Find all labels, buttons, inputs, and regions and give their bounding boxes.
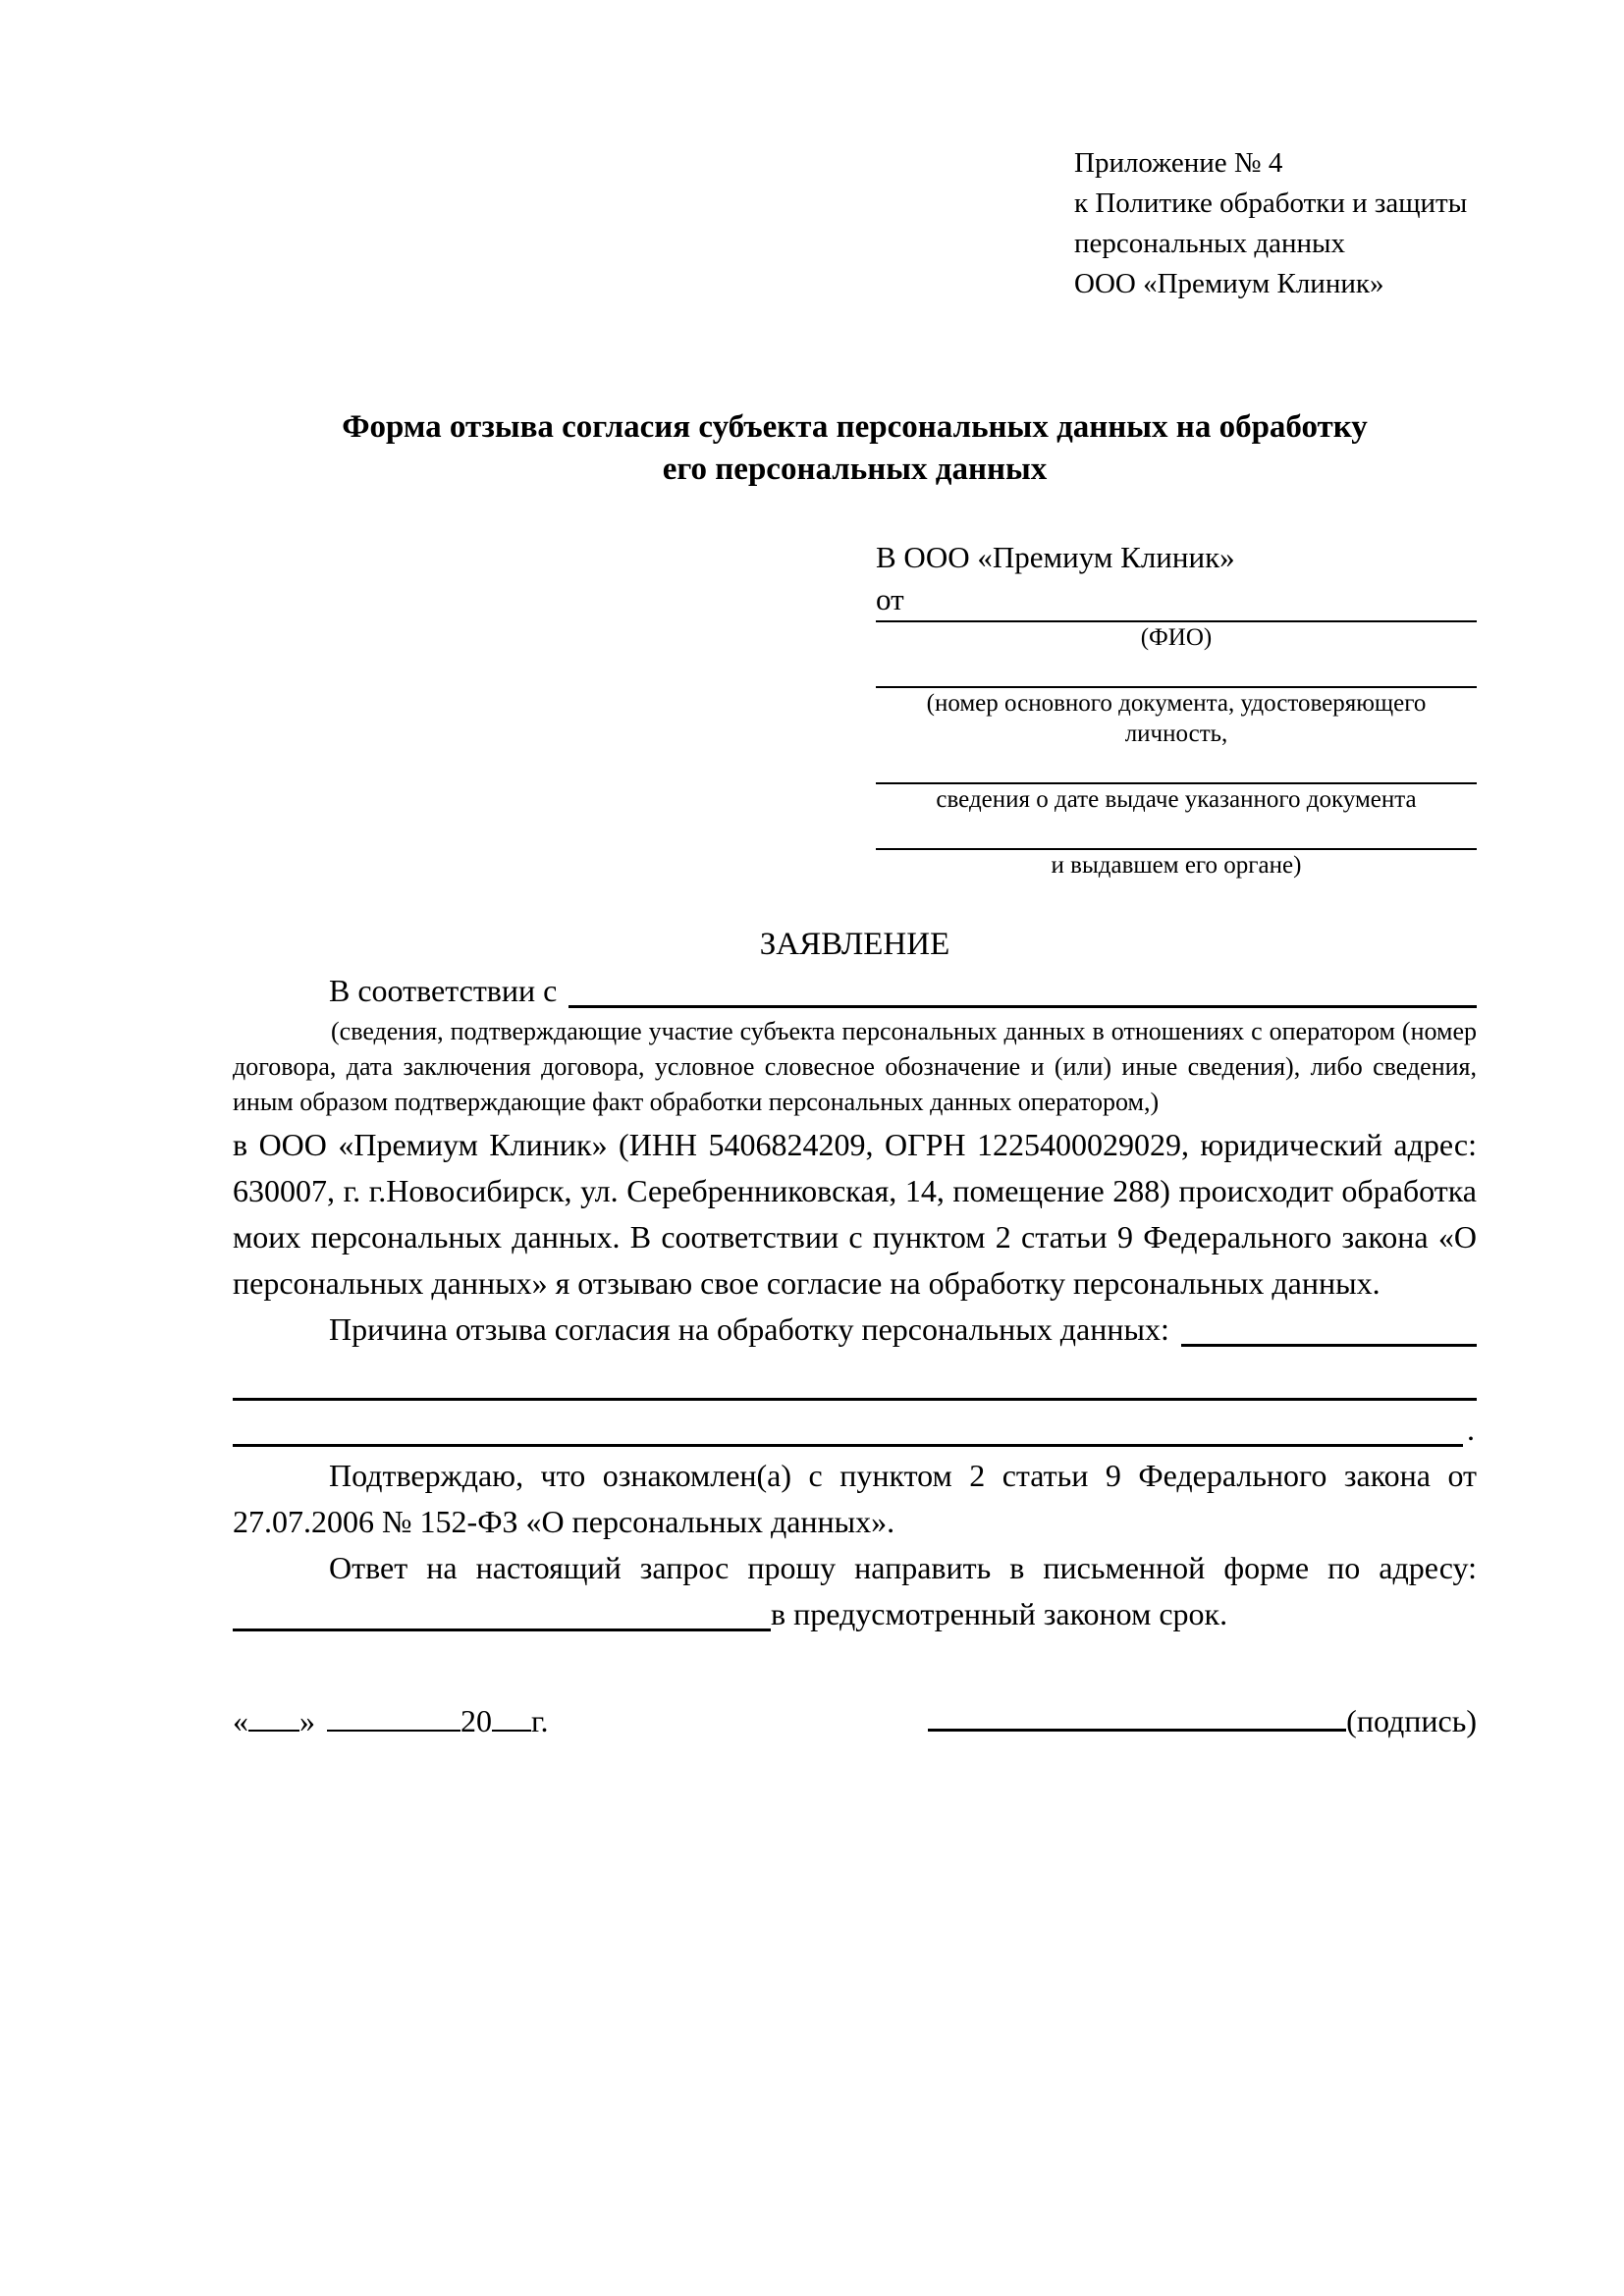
date-month-input-line[interactable]	[327, 1728, 460, 1732]
document-number-caption: (номер основного документа, удостоверяющего личность,	[926, 690, 1427, 747]
reason-input-line-3[interactable]	[233, 1407, 1463, 1447]
date-close-quote: »	[299, 1703, 315, 1738]
accordance-input-line[interactable]	[568, 968, 1477, 1008]
appendix-header-line: к Политике обработки и защиты	[1074, 187, 1468, 219]
issue-date-caption: сведения о дате выдаче указанного документа	[936, 786, 1417, 813]
accordance-footnote: (сведения, подтверждающие участие субъекта персональных данных в отношениях с оператором (номер договора, дата заключения договора, условное словесное обозначение и (или) иные сведения), либо сведения, иным образом подтверждающие факт обработки персональных данных оператором,)	[233, 1017, 1477, 1116]
reason-prefix: Причина отзыва согласия на обработку персональных данных:	[329, 1311, 1169, 1347]
signature-line	[928, 1698, 1477, 1744]
sentence-period: .	[1467, 1412, 1475, 1447]
confirm-paragraph: Подтверждаю, что ознакомлен(а) с пунктом 2 статьи 9 Федерального закона от 27.07.2006 № 152-ФЗ «О персональных данных».	[233, 1458, 1477, 1539]
date-open-quote: «	[233, 1703, 248, 1738]
reply-address-input-line[interactable]	[233, 1591, 771, 1631]
date-year-suffix: г.	[531, 1703, 549, 1738]
appendix-header-line: ООО «Премиум Клиник»	[1074, 268, 1384, 299]
reason-input-line-2[interactable]	[233, 1353, 1477, 1401]
footer-row	[233, 1698, 1477, 1744]
issuing-authority-caption: и выдавшем его органе)	[1051, 852, 1302, 879]
reply-paragraph-line1: Ответ на настоящий запрос прошу направить в письменной форме по адресу:	[329, 1550, 1477, 1585]
addressee-block	[876, 536, 1477, 881]
addressee-from-label: от	[876, 582, 904, 616]
appendix-header-line: персональных данных	[1074, 228, 1346, 259]
signature-input-line[interactable]	[928, 1728, 1346, 1732]
reason-continuation-line-1	[233, 1353, 1477, 1407]
reply-paragraph-line2	[233, 1591, 1477, 1637]
date-year-prefix: 20	[460, 1703, 492, 1738]
reason-row	[233, 1307, 1477, 1353]
fio-caption: (ФИО)	[1140, 624, 1213, 651]
accordance-row	[233, 968, 1477, 1014]
document-title-line2: его персональных данных	[662, 452, 1048, 487]
signature-caption: (подпись)	[1346, 1703, 1477, 1738]
date-day-input-line[interactable]	[248, 1728, 299, 1732]
reason-continuation-line-2	[233, 1407, 1477, 1453]
addressee-to: В ООО «Премиум Клиник»	[876, 540, 1235, 574]
date-line	[233, 1698, 549, 1744]
accordance-prefix: В соответствии с	[329, 973, 558, 1008]
document-title	[233, 406, 1477, 491]
appendix-header-line: Приложение № 4	[1074, 147, 1283, 179]
statement-heading: ЗАЯВЛЕНИЕ	[759, 927, 950, 962]
main-paragraph: в ООО «Премиум Клиник» (ИНН 5406824209, ОГРН 1225400029029, юридический адрес: 630007, г. г.Новосибирск, ул. Серебренниковская, 14, помещение 288) происходит обработка моих персональных данных. В соответствии с пунктом 2 статьи 9 Федерального закона «О персональных данных» я отзываю свое согласие на обработку персональных данных.	[233, 1127, 1477, 1301]
reason-input-line[interactable]	[1181, 1307, 1477, 1347]
document-title-line1: Форма отзыва согласия субъекта персональных данных на обработку	[342, 409, 1368, 445]
date-year-input-line[interactable]	[492, 1728, 531, 1732]
appendix-header	[1074, 143, 1477, 304]
reply-suffix: в предусмотренный законом срок.	[771, 1596, 1228, 1631]
